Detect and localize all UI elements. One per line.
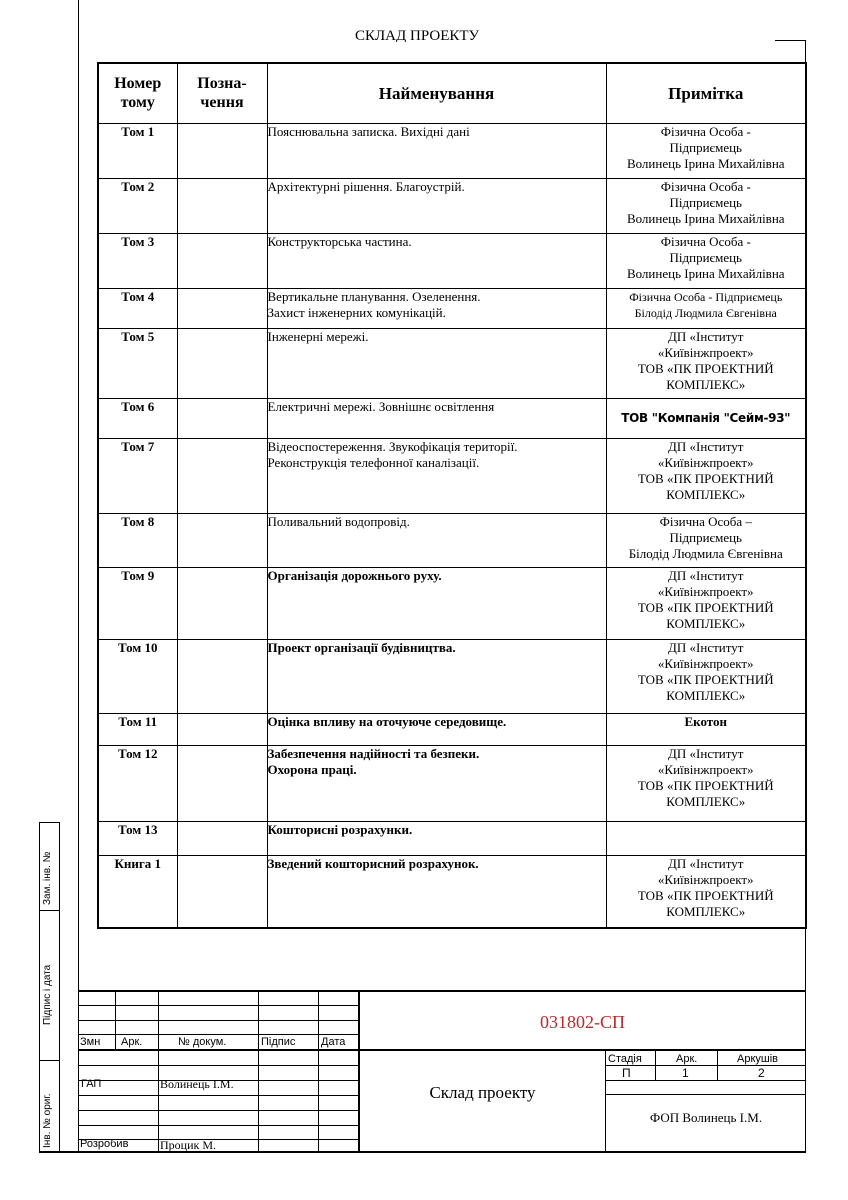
volume-note	[606, 178, 806, 233]
volume-number: Том 13	[98, 821, 177, 855]
header-name: Найменування	[267, 63, 606, 123]
volume-note-line: Волинець Ірина Михайлівна	[626, 155, 785, 171]
volume-note-line: Підприємець	[669, 249, 742, 265]
volume-name	[267, 639, 606, 713]
volume-number: Том 7	[98, 438, 177, 513]
volume-number: Том 3	[98, 233, 177, 288]
volume-note-line: КОМПЛЕКС»	[666, 615, 746, 631]
volume-note-line: «Київінжпроект»	[657, 871, 754, 887]
volume-note-line: ТОВ «ПК ПРОЕКТНИЙ	[637, 599, 774, 615]
volume-note	[606, 288, 806, 328]
volume-name	[267, 398, 606, 438]
tb-v-4	[318, 990, 319, 1152]
volume-note-line: ДП «Інститут	[668, 639, 744, 655]
volume-note	[606, 855, 806, 928]
volume-note-line: «Київінжпроект»	[657, 655, 754, 671]
table-row	[98, 123, 806, 178]
side-divider-1	[39, 822, 60, 823]
volume-note-line: «Київінжпроект»	[657, 761, 754, 777]
role-gap: ГАП	[81, 1078, 102, 1090]
volume-name-line: Вертикальне планування. Озеленення.	[267, 288, 481, 304]
volume-name-line: Кошторисні розрахунки.	[267, 821, 413, 837]
volume-note-line: ДП «Інститут	[668, 438, 744, 454]
volume-number: Том 9	[98, 567, 177, 639]
volume-name-line: Поливальний водопровід.	[267, 513, 410, 529]
volume-name	[267, 713, 606, 745]
volume-designation	[177, 178, 267, 233]
volume-note	[606, 639, 806, 713]
volume-name	[267, 855, 606, 928]
volume-note-line: Екотон	[684, 713, 728, 729]
volume-note	[606, 513, 806, 567]
volume-note-line: ДП «Інститут	[668, 567, 744, 583]
volume-designation	[177, 855, 267, 928]
volume-note-line: КОМПЛЕКС»	[666, 793, 746, 809]
volume-note-line: КОМПЛЕКС»	[666, 687, 746, 703]
tb-v-6	[605, 1050, 606, 1152]
volume-name	[267, 745, 606, 821]
table-row	[98, 288, 806, 328]
volume-note-line: ТОВ «ПК ПРОЕКТНИЙ	[637, 671, 774, 687]
volume-name	[267, 233, 606, 288]
col-ark: Арк.	[121, 1036, 143, 1048]
table-row	[98, 639, 806, 713]
stage-label: Стадія	[608, 1053, 642, 1065]
tb-row-line-2	[78, 1020, 358, 1021]
volume-note-line: Фізична Особа -	[660, 178, 751, 194]
table-row	[98, 855, 806, 928]
volume-note-line: Білодід Людмила Євгенівна	[634, 305, 777, 320]
volume-note-line: Білодід Людмила Євгенівна	[628, 545, 783, 561]
volume-note-line: Фізична Особа - Підприємець	[629, 289, 783, 304]
volume-designation	[177, 233, 267, 288]
volume-designation	[177, 398, 267, 438]
volume-note-line: ДП «Інститут	[668, 745, 744, 761]
volume-name	[267, 123, 606, 178]
col-pidpys: Підпис	[261, 1036, 296, 1048]
volume-note	[606, 713, 806, 745]
stage-value: П	[622, 1066, 631, 1080]
volume-note-line: ДП «Інститут	[668, 328, 744, 344]
volume-name-line: Захист інженерних комунікацій.	[267, 304, 446, 320]
table-row	[98, 328, 806, 398]
volume-number: Том 10	[98, 639, 177, 713]
tb-stage-line-3	[605, 1094, 806, 1095]
table-header-row	[98, 63, 806, 123]
volume-designation	[177, 713, 267, 745]
table-row	[98, 178, 806, 233]
volume-name-line: Електричні мережі. Зовнішнє освітлення	[267, 398, 495, 414]
volume-name	[267, 821, 606, 855]
volume-name-line: Організація дорожнього руху.	[267, 567, 442, 583]
volume-note-line: ТОВ «ПК ПРОЕКТНИЙ	[637, 470, 774, 486]
volume-name	[267, 178, 606, 233]
volume-name-line: Конструкторська частина.	[267, 233, 412, 249]
volume-note-line: Волинець Ірина Михайлівна	[626, 210, 785, 226]
table-row	[98, 745, 806, 821]
col-doc-no: № докум.	[178, 1036, 227, 1048]
volume-note-line: Волинець Ірина Михайлівна	[626, 265, 785, 281]
volume-name-line: Інженерні мережі.	[267, 328, 369, 344]
volume-number: Том 2	[98, 178, 177, 233]
volume-note	[606, 567, 806, 639]
table-row	[98, 713, 806, 745]
volume-name-line: Охорона праці.	[267, 761, 357, 777]
org-name: ФОП Волинець І.М.	[649, 1110, 763, 1125]
volume-note	[606, 438, 806, 513]
header-number: Номер тому	[98, 63, 177, 123]
volume-note-line: Підприємець	[669, 139, 742, 155]
table-row	[98, 438, 806, 513]
volume-number: Том 8	[98, 513, 177, 567]
tb-row-line-8	[78, 1125, 358, 1126]
volume-note-line: Фізична Особа -	[660, 233, 751, 249]
volume-note-line: «Київінжпроект»	[657, 583, 754, 599]
volume-name-line: Архітектурні рішення. Благоустрій.	[267, 178, 465, 194]
role-dev: Розробив	[80, 1138, 129, 1150]
volume-name	[267, 438, 606, 513]
tb-row-line-4	[78, 1065, 358, 1066]
volume-note-line: ТОВ «ПК ПРОЕКТНИЙ	[637, 887, 774, 903]
volume-number: Том 1	[98, 123, 177, 178]
volume-name	[267, 288, 606, 328]
volume-name-line: Пояснювальна записка. Вихідні дані	[267, 123, 470, 139]
volume-note-line: Фізична Особа –	[659, 513, 752, 529]
volume-name	[267, 567, 606, 639]
volume-number: Том 11	[98, 713, 177, 745]
volume-note-line: Підприємець	[669, 194, 742, 210]
volume-number: Том 12	[98, 745, 177, 821]
volume-designation	[177, 123, 267, 178]
tb-v-2	[158, 990, 159, 1152]
volume-designation	[177, 513, 267, 567]
volume-name-line: Реконструкція телефонної каналізації.	[267, 454, 480, 470]
volume-note-line: КОМПЛЕКС»	[666, 376, 746, 392]
volume-name	[267, 513, 606, 567]
sheet-value: 1	[682, 1066, 689, 1080]
volume-name-line: Зведений кошторисний розрахунок.	[267, 855, 479, 871]
name-dev: Процик М.	[160, 1138, 217, 1152]
volume-designation	[177, 288, 267, 328]
table-row	[98, 398, 806, 438]
volume-number: Книга 1	[98, 855, 177, 928]
volume-note	[606, 328, 806, 398]
volume-number: Том 6	[98, 398, 177, 438]
volume-note-line: ТОВ "Компанія "Сейм-93"	[621, 411, 791, 425]
tb-row-line-6	[78, 1095, 358, 1096]
volume-note-line: ТОВ «ПК ПРОЕКТНИЙ	[637, 777, 774, 793]
tb-row-line-1	[78, 1005, 358, 1006]
volume-name	[267, 328, 606, 398]
table-row	[98, 821, 806, 855]
volume-number: Том 4	[98, 288, 177, 328]
volume-note-line: ТОВ «ПК ПРОЕКТНИЙ	[637, 360, 774, 376]
volume-note-line: Підприємець	[669, 529, 742, 545]
side-label-zam-inv: Зам. інв. №	[42, 851, 53, 905]
side-label-inv-orig: Інв. № ориг.	[42, 1093, 53, 1148]
top-partial-title: СКЛАД ПРОЕКТУ	[355, 30, 480, 42]
header-note: Примітка	[606, 63, 806, 123]
side-divider-3	[39, 1060, 60, 1061]
volume-designation	[177, 438, 267, 513]
tb-top-line	[78, 990, 806, 992]
col-data: Дата	[321, 1036, 346, 1048]
volume-designation	[177, 639, 267, 713]
frame-bottom	[39, 1151, 806, 1153]
sheets-value: 2	[758, 1066, 765, 1080]
volume-note	[606, 398, 806, 438]
volume-note	[606, 123, 806, 178]
sheets-label: Аркушів	[737, 1053, 779, 1065]
table-row	[98, 233, 806, 288]
tb-row-line-3	[78, 1034, 358, 1035]
volume-note-line: Фізична Особа -	[660, 123, 751, 139]
table-row	[98, 513, 806, 567]
volume-designation	[177, 328, 267, 398]
doc-title: Склад проекту	[429, 1083, 536, 1102]
volume-note-line: КОМПЛЕКС»	[666, 486, 746, 502]
frame-left-inner	[59, 822, 60, 1152]
volume-designation	[177, 567, 267, 639]
volume-note-line: «Київінжпроект»	[657, 454, 754, 470]
volume-number: Том 5	[98, 328, 177, 398]
volume-name-line: Відеоспостереження. Звукофікація території.	[267, 438, 518, 454]
col-zmn: Змн	[80, 1036, 101, 1048]
volume-designation	[177, 821, 267, 855]
header-designation: Позна-чення	[177, 63, 267, 123]
volume-note	[606, 745, 806, 821]
volume-note-line: ДП «Інститут	[668, 855, 744, 871]
doc-code: 031802-СП	[540, 1012, 625, 1032]
name-gap: Волинець І.М.	[160, 1077, 234, 1091]
table-row	[98, 567, 806, 639]
tb-v-3	[258, 990, 259, 1152]
volume-name-line: Забезпечення надійності та безпеки.	[267, 745, 480, 761]
frame-left-edge	[39, 822, 40, 1152]
volume-note	[606, 821, 806, 855]
side-label-pidpys-data: Підпис і дата	[42, 964, 53, 1025]
volume-designation	[177, 745, 267, 821]
frame-top-right	[775, 40, 805, 41]
volume-note-line: КОМПЛЕКС»	[666, 903, 746, 919]
sheet-label: Арк.	[676, 1053, 698, 1065]
tb-stage-line-2	[605, 1080, 806, 1081]
tb-v-8	[717, 1050, 718, 1080]
tb-mid-line	[78, 1049, 806, 1051]
tb-row-line-7	[78, 1110, 358, 1111]
volumes-table	[97, 62, 807, 929]
volume-name-line: Оцінка впливу на оточуюче середовище.	[267, 713, 507, 729]
tb-v-7	[655, 1050, 656, 1080]
tb-v-1	[115, 990, 116, 1050]
side-divider-2	[39, 910, 60, 911]
volume-note	[606, 233, 806, 288]
frame-left-outer	[78, 0, 79, 1152]
volume-note-line: «Київінжпроект»	[657, 344, 754, 360]
volume-name-line: Проект організації будівництва.	[267, 639, 456, 655]
